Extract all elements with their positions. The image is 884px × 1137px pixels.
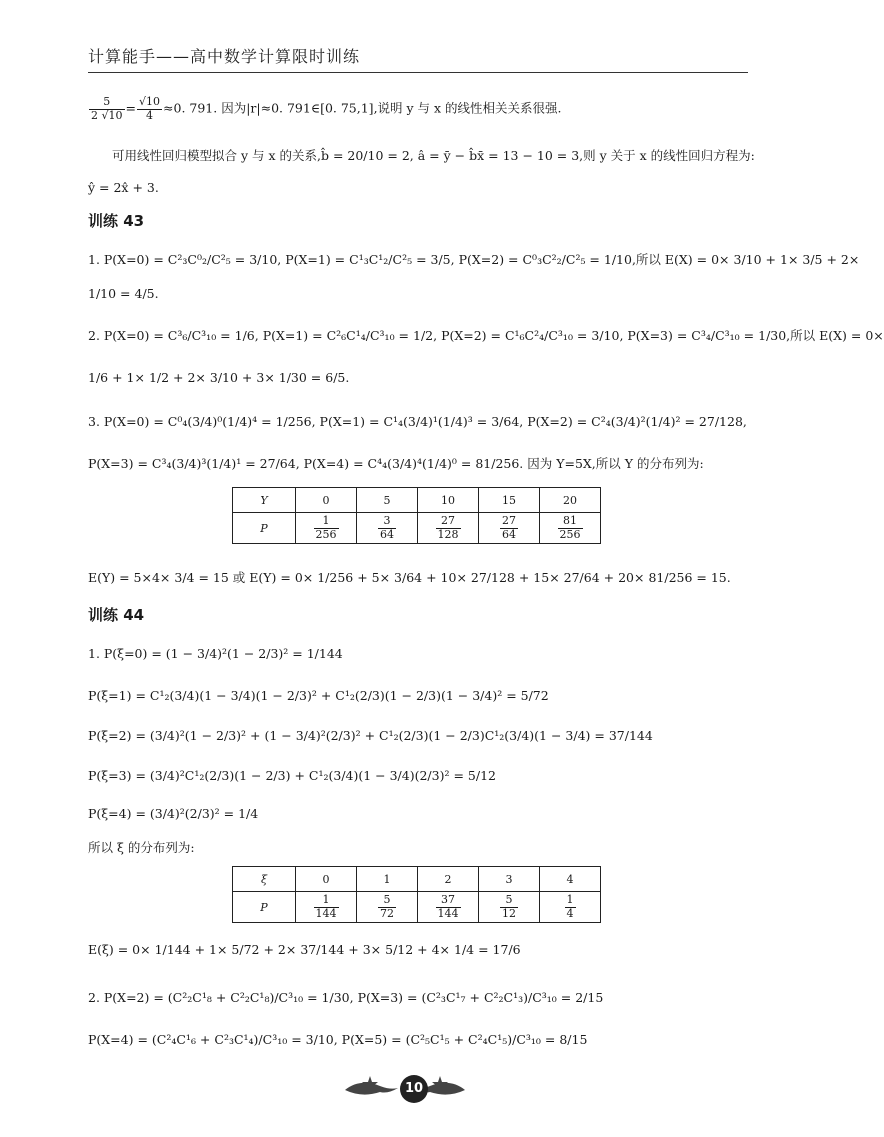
table-cell: 5 bbox=[357, 488, 418, 513]
distribution-table-xi bbox=[232, 866, 601, 923]
fraction: $\frac{√10}{4}$ bbox=[139, 95, 161, 122]
prob-xi-2: P(ξ=2) = (3/4)²(1 − 2/3)² + (1 − 3/4)²(2/3)² + C¹₂(2/3)(1 − 2/3)C¹₂(3/4)(1 − 3/4) = 37/144 bbox=[88, 728, 653, 743]
table-cell: 20 bbox=[540, 488, 601, 513]
fraction: $\frac{5}{2 √10}$ bbox=[91, 95, 123, 122]
section-heading-43: 训练 43 bbox=[88, 212, 145, 230]
intro-line-1: $\frac{5}{2 √10}$ = $\frac{√10}{4}$ ≈0. 791. 因为|r|≈0. 791∈[0. 75,1],说明 y 与 x 的线性相关关系很强. bbox=[91, 95, 562, 122]
table-cell: $\frac{5}{12}$ bbox=[479, 892, 540, 923]
problem-43-1-line-2: 1/10 = 4/5. bbox=[88, 286, 159, 301]
distribution-label-xi: 所以 ξ 的分布列为: bbox=[88, 840, 195, 855]
problem-43-1-line-1: 1. P(X=0) = C²₃C⁰₂/C²₅ = 3/10, P(X=1) = C¹₃C¹₂/C²₅ = 3/5, P(X=2) = C⁰₃C²₂/C²₅ = 1/10,所以 E(X) = 0× 3/10 + 1× 3/5 + 2× bbox=[88, 252, 860, 267]
table-cell: 15 bbox=[479, 488, 540, 513]
page-number-badge: 10 bbox=[400, 1075, 428, 1103]
table-cell: 4 bbox=[540, 867, 601, 892]
prob-xi-0: 1. P(ξ=0) = (1 − 3/4)²(1 − 2/3)² = 1/144 bbox=[88, 646, 343, 661]
problem-43-3-line-2: P(X=3) = C³₄(3/4)³(1/4)¹ = 27/64, P(X=4) = C⁴₄(3/4)⁴(1/4)⁰ = 81/256. 因为 Y=5X,所以 Y 的分布列为: bbox=[88, 456, 704, 471]
intro-line-3: ŷ = 2x̂ + 3. bbox=[88, 180, 159, 195]
expectation-xi: E(ξ) = 0× 1/144 + 1× 5/72 + 2× 37/144 + 3× 5/12 + 4× 1/4 = 17/6 bbox=[88, 942, 521, 957]
table-cell: 10 bbox=[418, 488, 479, 513]
table-header-cell: P bbox=[233, 513, 296, 544]
expectation-y: E(Y) = 5×4× 3/4 = 15 或 E(Y) = 0× 1/256 + 5× 3/64 + 10× 27/128 + 15× 27/64 + 20× 81/256 = 15. bbox=[88, 570, 731, 585]
problem-43-3-line-1: 3. P(X=0) = C⁰₄(3/4)⁰(1/4)⁴ = 1/256, P(X=1) = C¹₄(3/4)¹(1/4)³ = 3/64, P(X=2) = C²₄(3/4)²(1/4)² = 27/128, bbox=[88, 414, 747, 429]
problem-43-2-line-2: 1/6 + 1× 1/2 + 2× 3/10 + 3× 1/30 = 6/5. bbox=[88, 370, 350, 385]
table-cell: 3 bbox=[479, 867, 540, 892]
table-cell: $\frac{27}{128}$ bbox=[418, 513, 479, 544]
section-heading-44: 训练 44 bbox=[88, 606, 145, 624]
header-rule bbox=[88, 72, 748, 73]
problem-44-2-line-2: P(X=4) = (C²₄C¹₆ + C²₃C¹₄)/C³₁₀ = 3/10, P(X=5) = (C²₅C¹₅ + C²₄C¹₅)/C³₁₀ = 8/15 bbox=[88, 1032, 588, 1047]
intro-line-1-text: ≈0. 791. 因为|r|≈0. 791∈[0. 75,1],说明 y 与 x 的线性相关关系很强. bbox=[163, 100, 562, 116]
problem-44-2-line-1: 2. P(X=2) = (C²₂C¹₈ + C²₂C¹₈)/C³₁₀ = 1/30, P(X=3) = (C²₃C¹₇ + C²₂C¹₃)/C³₁₀ = 2/15 bbox=[88, 990, 604, 1005]
table-cell: $\frac{27}{64}$ bbox=[479, 513, 540, 544]
table-cell: $\frac{5}{72}$ bbox=[357, 892, 418, 923]
table-cell: $\frac{1}{256}$ bbox=[296, 513, 357, 544]
prob-xi-1: P(ξ=1) = C¹₂(3/4)(1 − 3/4)(1 − 2/3)² + C¹₂(2/3)(1 − 2/3)(1 − 3/4)² = 5/72 bbox=[88, 688, 549, 703]
table-cell: $\frac{1}{4}$ bbox=[540, 892, 601, 923]
table-header-cell: Y bbox=[233, 488, 296, 513]
table-cell: 0 bbox=[296, 488, 357, 513]
prob-xi-4: P(ξ=4) = (3/4)²(2/3)² = 1/4 bbox=[88, 806, 259, 821]
table-cell: 0 bbox=[296, 867, 357, 892]
intro-line-2: 可用线性回归模型拟合 y 与 x 的关系,b̂ = 20/10 = 2, â = ȳ − b̂x̄ = 13 − 10 = 3,则 y 关于 x 的线性回归方程为: bbox=[112, 148, 755, 163]
table-cell: 2 bbox=[418, 867, 479, 892]
table-cell: 1 bbox=[357, 867, 418, 892]
table-cell: $\frac{1}{144}$ bbox=[296, 892, 357, 923]
prob-xi-3: P(ξ=3) = (3/4)²C¹₂(2/3)(1 − 2/3) + C¹₂(3/4)(1 − 3/4)(2/3)² = 5/12 bbox=[88, 768, 496, 783]
distribution-table-y bbox=[232, 487, 601, 544]
table-cell: $\frac{3}{64}$ bbox=[357, 513, 418, 544]
table-cell: $\frac{37}{144}$ bbox=[418, 892, 479, 923]
table-header-cell: P bbox=[233, 892, 296, 923]
table-cell: $\frac{81}{256}$ bbox=[540, 513, 601, 544]
table-header-cell: ξ bbox=[233, 867, 296, 892]
running-header-title: 计算能手——高中数学计算限时训练 bbox=[88, 47, 361, 66]
problem-43-2-line-1: 2. P(X=0) = C³₆/C³₁₀ = 1/6, P(X=1) = C²₆C¹₄/C³₁₀ = 1/2, P(X=2) = C¹₆C²₄/C³₁₀ = 3/10, P(X=3) = C³₄/C³₁₀ = 1/30,所以 E(X) = 0× bbox=[88, 328, 884, 343]
